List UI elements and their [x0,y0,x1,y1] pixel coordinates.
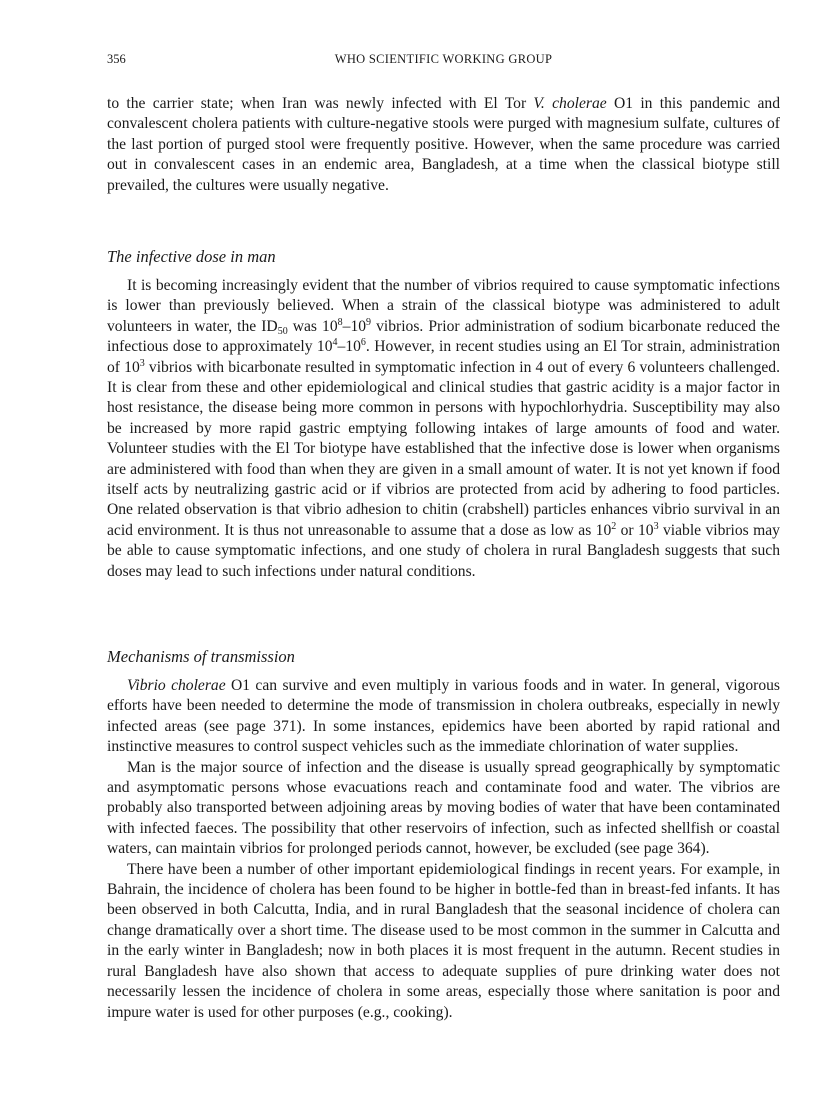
section-heading-transmission: Mechanisms of transmission [107,647,295,666]
page-number: 356 [107,52,126,66]
transmission-paragraph-1: Vibrio cholerae O1 can survive and even multiply in various foods and in water. In general, vigorous efforts have been needed to determine the mode of transmission in cholera outbreaks, especially in newly infected areas (see page 371). In some instances, epidemics have been aborted by rapid rational and instinctive measures to control suspect vehicles such as the immediate chlorination of water supplies. [107,677,780,756]
section-infective-dose [107,247,780,582]
intro-block [107,94,780,196]
page-header [107,52,780,72]
running-head: WHO SCIENTIFIC WORKING GROUP [334,52,553,66]
section-transmission [107,647,780,1023]
transmission-paragraph-3: There have been a number of other important epidemiological findings in recent years. For example, in Bahrain, the incidence of cholera has been found to be higher in bottle-fed than in breast-fed infants. It has been observed in both Calcutta, India, and in rural Bangladesh that the seasonal incidence of cholera can change dramatically over a short time. The disease used to be most common in the summer in Calcutta and in the early winter in Bangladesh; now in both places it is most frequent in the autumn. Recent studies in rural Bangladesh have also shown that access to adequate supplies of pure drinking water does not necessarily lessen the incidence of cholera in some areas, especially those where sanitation is poor and impure water is used for other purposes (e.g., cooking). [107,860,780,1021]
section-heading-infective-dose: The infective dose in man [107,247,276,266]
intro-paragraph: to the carrier state; when Iran was newly infected with El Tor V. cholerae O1 in this pandemic and convalescent cholera patients with culture-negative stools were purged with magnesium sulfate, cultures of the last portion of purged stool were frequently positive. However, when the same procedure was carried out in convalescent cases in an endemic area, Bangladesh, at a time when the classical biotype still prevailed, the cultures were usually negative. [107,95,780,194]
infective-dose-paragraph: It is becoming increasingly evident that the number of vibrios required to cause symptomatic infections is lower than previously believed. When a strain of the classical biotype was administered to adult volunteers in water, the $ID_{50}$ was $10^8-10^9$ vibrios. Prior administration of sodium bicarbonate reduced the infectious dose to approximately $10^4-10^6$. However, in recent studies using an El Tor strain, administration of $10^3$ vibrios with bicarbonate resulted in symptomatic infection in 4 out of every 6 volunteers challenged. It is clear from these and other epidemiological and clinical studies that gastric acidity is a major factor in host resistance, the disease being more common in persons with hypochlorhydria. Susceptibility may also be increased by more rapid gastric emptying following intakes of large amounts of food and water. Volunteer studies with the El Tor biotype have established that the infective dose is lower when organisms are administered with food than when they are given in a small amount of water. It is not yet known if food itself acts by neutralizing gastric acid or if vibrios are protected from acid by adhering to food particles. One related observation is that vibrio adhesion to chitin (crabshell) particles enhances vibrio survival in an acid environment. It is thus not unreasonable to assume that a dose as low as $10^2$ or $10^3$ viable vibrios may be able to cause symptomatic infections, and one study of cholera in rural Bangladesh suggests that such doses may lead to such infections under natural conditions. [107,277,780,580]
transmission-paragraph-2: Man is the major source of infection and the disease is usually spread geographically by symptomatic and asymptomatic persons whose evacuations reach and contaminate food and water. The vibrios are probably also transported between adjoining areas by moving bodies of water that have been contaminated with infected faeces. The possibility that other reservoirs of infection, such as infected shellfish or coastal waters, can maintain vibrios for prolonged periods cannot, however, be excluded (see page 364). [107,758,780,858]
